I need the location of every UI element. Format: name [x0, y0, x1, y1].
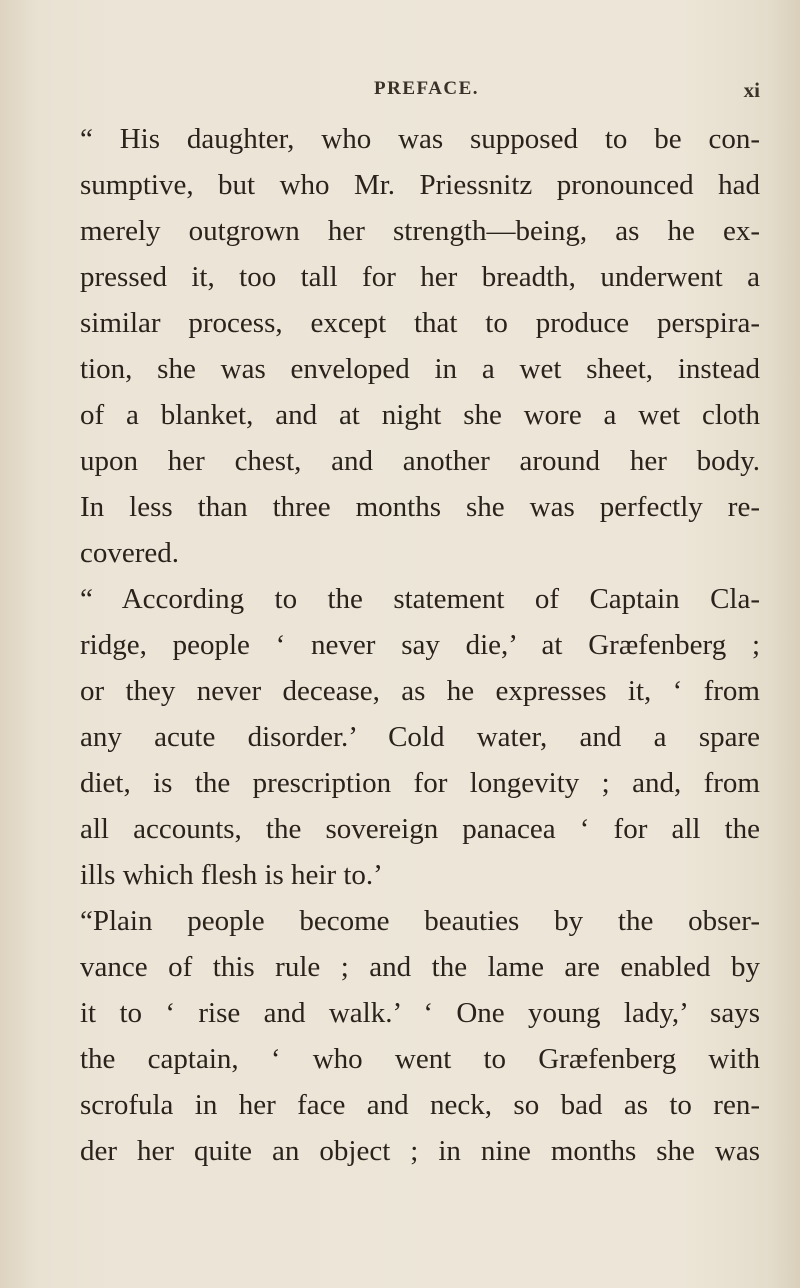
text-line: ills which flesh is heir to.’ — [80, 859, 383, 891]
text-line: any acute disorder.’ Cold water, and a spare — [80, 721, 760, 753]
text-line: or they never decease, as he expresses it, ‘ from — [80, 675, 760, 707]
text-line: pressed it, too tall for her breadth, underwent a — [80, 261, 760, 293]
text-line: it to ‘ rise and walk.’ ‘ One young lady,’ says — [80, 997, 760, 1029]
page-number: xi — [743, 78, 760, 102]
text-line: vance of this rule ; and the lame are enabled by — [80, 951, 760, 983]
text-line: ridge, people ‘ never say die,’ at Græfenberg ; — [80, 629, 760, 661]
text-line: der her quite an object ; in nine months she was — [80, 1135, 760, 1167]
page-header — [80, 78, 760, 102]
text-line: the captain, ‘ who went to Græfenberg with — [80, 1043, 760, 1075]
body-text — [80, 116, 760, 1174]
text-line: covered. — [80, 537, 180, 569]
text-line: scrofula in her face and neck, so bad as to ren- — [80, 1089, 760, 1121]
text-line: “Plain people become beauties by the obser- — [80, 905, 760, 937]
text-line: merely outgrown her strength—being, as he ex- — [80, 215, 760, 247]
text-line: sumptive, but who Mr. Priessnitz pronounced had — [80, 169, 760, 201]
text-line: of a blanket, and at night she wore a wet cloth — [80, 399, 760, 431]
text-line: diet, is the prescription for longevity ; and, from — [80, 767, 760, 799]
text-line: tion, she was enveloped in a wet sheet, instead — [80, 353, 760, 385]
text-line: “ His daughter, who was supposed to be con- — [80, 123, 760, 155]
running-title: PREFACE. — [374, 78, 480, 99]
text-line: upon her chest, and another around her body. — [80, 445, 760, 477]
text-line: similar process, except that to produce perspira- — [80, 307, 760, 339]
text-line: In less than three months she was perfectly re- — [80, 491, 760, 523]
text-line: all accounts, the sovereign panacea ‘ for all the — [80, 813, 760, 845]
text-line: “ According to the statement of Captain Cla- — [80, 583, 760, 615]
